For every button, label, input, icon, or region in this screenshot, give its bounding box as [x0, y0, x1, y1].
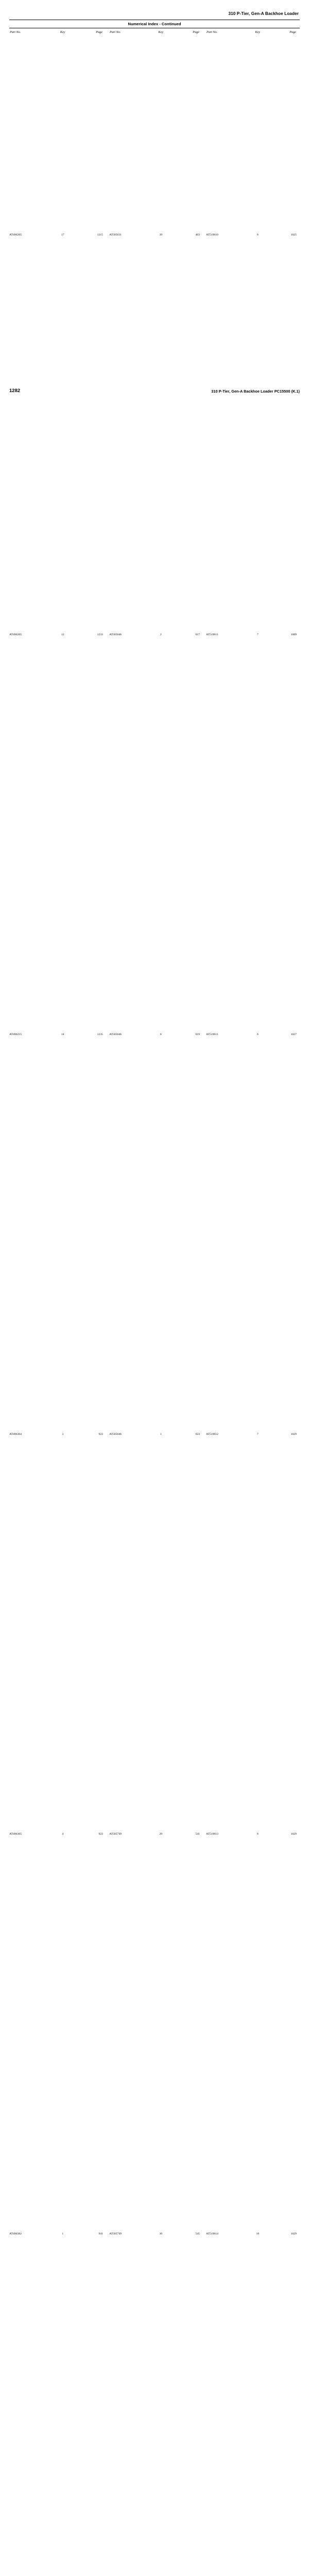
cell-part-no: AT519614	[206, 2232, 219, 2235]
table-row	[9, 1234, 103, 1634]
table-row	[9, 35, 103, 435]
index-column-1	[9, 30, 106, 2576]
cell-page: 1233	[97, 633, 103, 636]
cell-key: 4	[62, 1832, 64, 1836]
column-header-page: Page	[96, 30, 102, 34]
cell-page: 941	[98, 2232, 103, 2235]
table-header-row	[109, 30, 200, 35]
cell-page: 463	[195, 233, 200, 236]
cell-part-no: AT505749	[109, 1832, 122, 1836]
table-row	[9, 2434, 103, 2576]
table-row	[206, 35, 297, 435]
cell-page: 541	[195, 1832, 200, 1836]
cell-key	[246, 2434, 269, 2576]
cell-part-no: AT519611	[206, 1032, 218, 1036]
index-table-3	[206, 30, 297, 2576]
cell-key: 3	[62, 1432, 64, 1436]
cell-key: 6	[256, 1832, 259, 1836]
cell-key: 10	[256, 2232, 260, 2235]
cell-part-no: AT496382	[9, 2232, 22, 2235]
cell-key	[50, 2434, 75, 2576]
cell-key: 6	[256, 1032, 259, 1036]
table-header-row	[9, 30, 103, 35]
document-header: 310 P-Tier, Gen-A Backhoe Loader	[228, 11, 299, 16]
cell-part-no: AT505646	[109, 1432, 122, 1436]
cell-part-no: AT519613	[206, 1832, 219, 1836]
cell-key: 1	[62, 2232, 64, 2235]
column-header-part-no: Part No.	[207, 30, 218, 34]
cell-key: 17	[61, 233, 64, 236]
column-header-key: Key	[255, 30, 261, 34]
cell-page: 623	[195, 1432, 200, 1436]
cell-page: 1029	[290, 2232, 297, 2235]
cell-part-no: AT505646	[109, 633, 122, 636]
table-row	[206, 2434, 297, 2576]
cell-page: 1027	[290, 1032, 297, 1036]
cell-page: 1025	[290, 233, 297, 236]
cell-page: 617	[195, 633, 200, 636]
table-row	[9, 435, 103, 835]
cell-part-no: AT505631	[109, 233, 122, 236]
index-body-1	[9, 35, 103, 2576]
column-header-key: Key	[60, 30, 65, 34]
cell-part-no: AT505749	[109, 2232, 122, 2235]
table-row	[109, 35, 200, 435]
table-row	[109, 1634, 200, 2034]
page-footer	[9, 388, 300, 394]
table-row	[206, 435, 297, 835]
cell-key: 6	[256, 233, 259, 236]
cell-key: 7	[256, 1432, 259, 1436]
table-row	[9, 1634, 103, 2034]
index-table-1	[9, 30, 103, 2576]
column-header-page: Page	[289, 30, 296, 34]
index-body-2	[109, 35, 200, 2576]
cell-part-no: AT496205	[9, 233, 22, 236]
column-header-part-no: Part No.	[10, 30, 21, 34]
table-row	[109, 2034, 200, 2434]
cell-page	[173, 2434, 200, 2576]
section-title: Numerical Index - Continued	[9, 20, 300, 28]
table-row	[9, 835, 103, 1234]
table-row	[109, 835, 200, 1234]
index-column-2	[106, 30, 203, 2576]
cell-page: 1235	[97, 1032, 103, 1036]
cell-key: 29	[159, 1832, 163, 1836]
table-row	[109, 2434, 200, 2576]
cell-part-no	[206, 2434, 246, 2576]
cell-key	[149, 2434, 173, 2576]
column-header-page: Page	[193, 30, 199, 34]
cell-page: 1215	[97, 233, 103, 236]
cell-part-no: AT496364	[9, 1432, 22, 1436]
cell-part-no	[109, 2434, 149, 2576]
cell-key: 39	[159, 233, 163, 236]
index-columns	[9, 30, 300, 2576]
cell-page: 1029	[290, 1832, 297, 1836]
column-header-key: Key	[158, 30, 164, 34]
table-row	[206, 1234, 297, 1634]
cell-key: 1	[160, 1432, 162, 1436]
cell-page: 619	[195, 1032, 200, 1036]
cell-key: 2	[160, 633, 162, 636]
cell-part-no: AT519611	[206, 633, 218, 636]
cell-page: 1029	[290, 1432, 297, 1436]
cell-page: 923	[98, 1432, 103, 1436]
page-number: 1282	[9, 388, 21, 394]
cell-part-no: AT519610	[206, 233, 219, 236]
cell-page	[75, 2434, 103, 2576]
cell-key: 6	[160, 1032, 162, 1036]
table-header-row	[206, 30, 297, 35]
cell-key: 12	[61, 633, 64, 636]
cell-part-no: AT496365	[9, 1832, 22, 1836]
cell-part-no: AT496215	[9, 1032, 22, 1036]
cell-page	[269, 2434, 297, 2576]
cell-part-no: AT519612	[206, 1432, 219, 1436]
cell-key: 30	[159, 2232, 163, 2235]
table-row	[9, 2034, 103, 2434]
table-row	[109, 435, 200, 835]
cell-part-no: AT496205	[9, 633, 22, 636]
footer-model-info: 310 P-Tier, Gen-A Backhoe Loader PC15500 (K.1)	[211, 389, 300, 394]
cell-key: 14	[61, 1032, 64, 1036]
table-row	[206, 2034, 297, 2434]
index-table-2	[109, 30, 200, 2576]
table-row	[109, 1234, 200, 1634]
index-body-3	[206, 35, 297, 2576]
cell-page: 545	[195, 2232, 200, 2235]
column-header-part-no: Part No.	[110, 30, 121, 34]
index-column-3	[203, 30, 300, 2576]
cell-part-no: AT505646	[109, 1032, 122, 1036]
table-row	[206, 1634, 297, 2034]
cell-part-no	[9, 2434, 50, 2576]
cell-page: 1009	[290, 633, 297, 636]
table-row	[206, 835, 297, 1234]
cell-key: 7	[256, 633, 259, 636]
cell-page: 923	[98, 1832, 103, 1836]
